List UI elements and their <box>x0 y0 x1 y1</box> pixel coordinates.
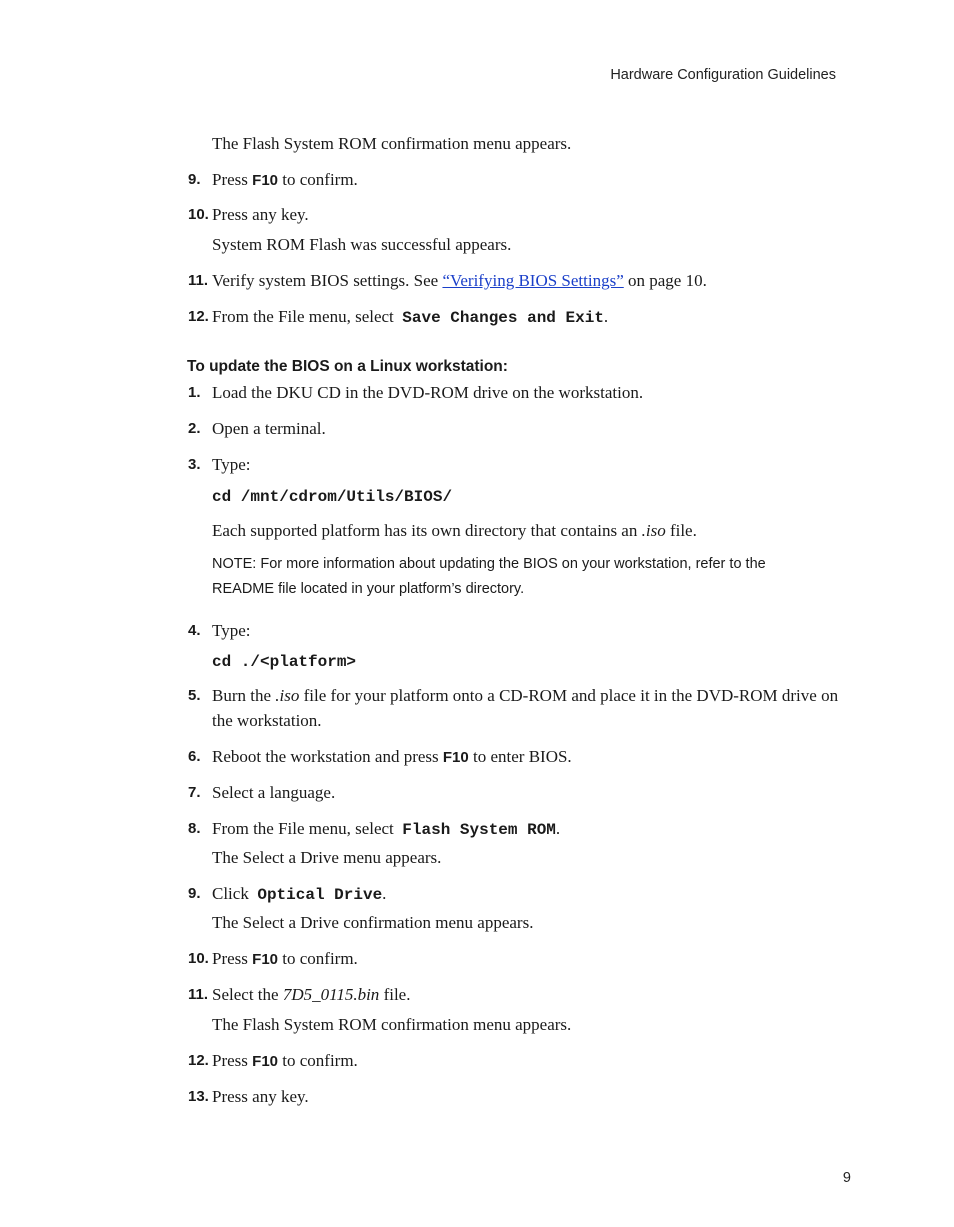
note-label: NOTE: <box>212 556 257 572</box>
step-text: Burn the .iso file for your platform onto a CD-ROM and place it in the DVD-ROM drive on <box>212 686 839 705</box>
step-text: Press any key. <box>212 1087 309 1106</box>
step-number: 4. <box>188 622 201 639</box>
step-text: From the File menu, select Flash System ROM. <box>212 819 561 839</box>
step-number: 6. <box>188 748 201 765</box>
key-label: F10 <box>252 1053 279 1070</box>
step-text: Click Optical Drive. <box>212 884 387 904</box>
step-text: Press any key. <box>212 205 309 224</box>
step-result: The Select a Drive confirmation menu appears. <box>212 913 534 932</box>
step-number: 9. <box>188 885 201 902</box>
code-command: Optical Drive <box>257 886 383 904</box>
step-number: 11. <box>188 986 209 1003</box>
code-command: cd ./<platform> <box>212 653 357 671</box>
step-number: 9. <box>188 171 201 188</box>
step-text-continued: the workstation. <box>212 711 322 730</box>
step-text: Type: <box>212 455 251 474</box>
code-command: Save Changes and Exit <box>402 309 604 327</box>
step-text: Press F10 to confirm. <box>212 949 358 968</box>
step-text: Reboot the workstation and press F10 to enter BIOS. <box>212 747 572 766</box>
step-number: 12. <box>188 308 209 325</box>
step-description: Each supported platform has its own directory that contains an .iso file. <box>212 521 697 540</box>
step-number: 13. <box>188 1088 209 1105</box>
running-header: Hardware Configuration Guidelines <box>610 67 836 83</box>
step-number: 12. <box>188 1052 209 1069</box>
page-number: 9 <box>842 1170 851 1186</box>
intro-text: The Flash System ROM confirmation menu appears. <box>212 134 572 153</box>
step-text: From the File menu, select Save Changes and Exit. <box>212 307 609 327</box>
step-result: The Flash System ROM confirmation menu appears. <box>212 1015 572 1034</box>
step-text: Load the DKU CD in the DVD-ROM drive on the workstation. <box>212 383 644 402</box>
step-result: System ROM Flash was successful appears. <box>212 235 512 254</box>
step-text: Open a terminal. <box>212 419 326 438</box>
key-label: F10 <box>442 749 469 766</box>
step-number: 11. <box>188 272 209 289</box>
step-number: 5. <box>188 687 201 704</box>
code-command: cd /mnt/cdrom/Utils/BIOS/ <box>212 488 453 506</box>
step-number: 8. <box>188 820 201 837</box>
step-number: 3. <box>188 456 201 473</box>
step-number: 7. <box>188 784 201 801</box>
step-number: 1. <box>188 384 201 401</box>
step-text: Verify system BIOS settings. See “Verifying BIOS Settings” on page 10. <box>212 271 707 290</box>
verifying-bios-settings-link[interactable]: “Verifying BIOS Settings” <box>442 271 624 290</box>
step-text: Select the 7D5_0115.bin file. <box>212 985 411 1004</box>
step-text: Select a language. <box>212 783 336 802</box>
code-command: Flash System ROM <box>402 821 556 839</box>
step-result: The Select a Drive menu appears. <box>212 848 442 867</box>
step-number: 10. <box>188 206 209 223</box>
step-number: 2. <box>188 420 201 437</box>
key-label: F10 <box>252 951 279 968</box>
note: NOTE: For more information about updating the BIOS on your workstation, refer to the README file located in your platform’s directory. <box>212 556 766 597</box>
step-text: Press F10 to confirm. <box>212 170 358 189</box>
step-number: 10. <box>188 950 209 967</box>
step-text: Type: <box>212 621 251 640</box>
key-label: F10 <box>252 172 279 189</box>
step-text: Press F10 to confirm. <box>212 1051 358 1070</box>
section-heading: To update the BIOS on a Linux workstation: <box>187 358 508 375</box>
